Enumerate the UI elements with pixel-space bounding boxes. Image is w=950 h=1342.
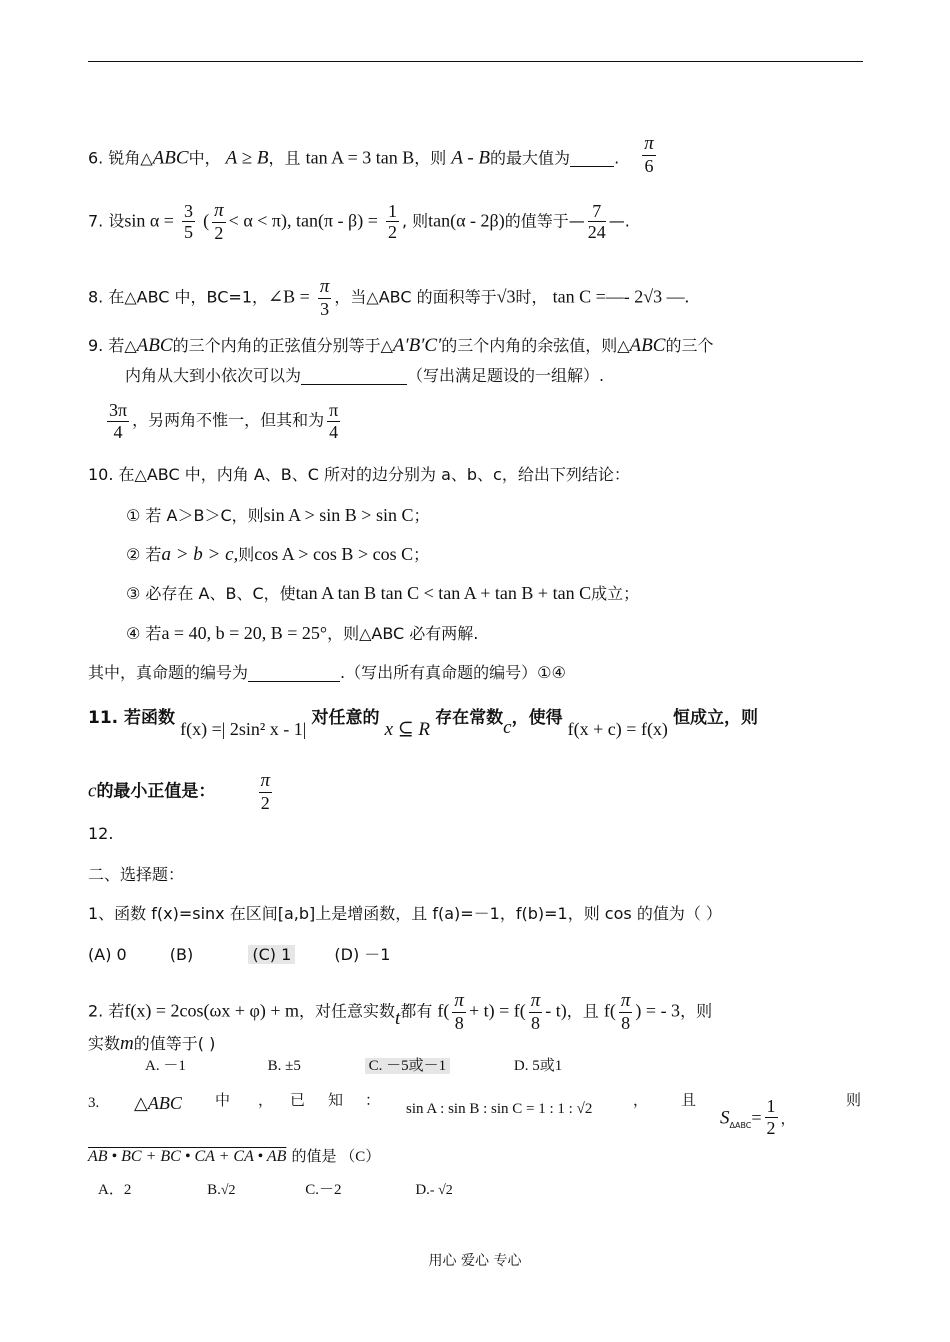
q9-text: 的三个 bbox=[665, 336, 714, 355]
c2-f-num: π bbox=[454, 990, 464, 1011]
q6-text: 的最大值为 bbox=[490, 148, 571, 168]
c3-opt-label: D. bbox=[415, 1182, 430, 1198]
c3-text: ， bbox=[780, 1111, 796, 1128]
q9-abc-prime: A′B′C′ bbox=[392, 335, 442, 356]
c3-opt-value: √2 bbox=[220, 1183, 236, 1198]
q7-answer bbox=[588, 201, 606, 243]
q11-text: 的最小正值是： bbox=[96, 781, 216, 802]
q6-text: ，则 bbox=[414, 148, 447, 168]
choice-1-stem: 1、函数 f(x)=sinx 在区间[a,b]上是增函数，且 f(a)=－1，f(b)=1，则 cos 的值为（ ） bbox=[88, 904, 722, 923]
c3-text: 的值是 （C） bbox=[291, 1149, 381, 1165]
q8-tanc: tan C = bbox=[552, 286, 606, 307]
q8-f-den: 3 bbox=[320, 298, 330, 319]
q9-abc: ABC bbox=[136, 335, 173, 356]
question-11 bbox=[88, 708, 759, 740]
c2-math: f( bbox=[437, 1000, 450, 1021]
c3-text: 已 bbox=[290, 1093, 306, 1109]
c3-number: 3. bbox=[88, 1095, 100, 1111]
q7-sin: sin α = bbox=[124, 210, 174, 231]
q11-text: ，使得 bbox=[511, 708, 563, 728]
q11-text: 存在常数 bbox=[435, 708, 504, 728]
choice-3-options bbox=[98, 1183, 453, 1198]
q10-tail bbox=[88, 665, 566, 682]
q8-sqrt3: √3 bbox=[496, 286, 516, 307]
c3-vector-expression: AB • BC + BC • CA + CA • AB bbox=[88, 1148, 287, 1165]
q7-text: , 则 bbox=[401, 211, 429, 231]
q10-text: 则 bbox=[238, 545, 255, 564]
c3-triangle: △ABC bbox=[134, 1093, 182, 1113]
q10-text: 其中，真命题的编号为 bbox=[88, 663, 249, 682]
q7-fraction-2 bbox=[212, 200, 226, 244]
c3-text: 且 bbox=[681, 1093, 697, 1109]
q9-blank bbox=[301, 368, 407, 385]
q8-prefix: 8. 在△ABC 中，BC=1， bbox=[88, 287, 269, 307]
q9-ans-num: 3π bbox=[109, 400, 128, 420]
q11-constant: c bbox=[503, 717, 512, 738]
question-9-line-1 bbox=[88, 336, 713, 355]
q11-ans-num: π bbox=[260, 770, 271, 791]
choice-2-option-d: D. 5或1 bbox=[513, 1058, 563, 1074]
c2-f-den: 8 bbox=[454, 1012, 464, 1033]
question-9-line-2 bbox=[125, 368, 604, 385]
q9-answer-fraction bbox=[107, 400, 129, 442]
c2-math: f( bbox=[603, 1000, 616, 1021]
c3-f-den: 2 bbox=[766, 1117, 776, 1138]
q9-ans2-num: π bbox=[329, 400, 339, 420]
q7-f1-num: 3 bbox=[184, 200, 194, 221]
c3-area-sub: ΔABC bbox=[729, 1120, 752, 1130]
q7-answer-den: 24 bbox=[587, 222, 606, 243]
question-6 bbox=[88, 133, 659, 181]
q8-text: ，当△ABC 的面积等于 bbox=[334, 287, 497, 307]
choice-3-line-2 bbox=[88, 1148, 380, 1165]
q10-text: ④ 若 bbox=[126, 624, 162, 643]
q9-answer-text: ，另两角不惟一，但其和为 bbox=[132, 410, 325, 430]
c2-math: ) = - 3 bbox=[635, 1000, 681, 1021]
q6-condition-2: tan A = 3 tan B bbox=[305, 147, 415, 168]
q10-text: ； bbox=[413, 545, 430, 564]
q6-triangle: ABC bbox=[152, 147, 189, 169]
c2-text: ，则 bbox=[680, 1001, 713, 1021]
q6-end: . bbox=[614, 148, 620, 168]
q9-ans2-den: 4 bbox=[329, 421, 339, 442]
q6-answer-num: π bbox=[644, 133, 654, 154]
q11-text: 11. 若函数 bbox=[88, 708, 176, 728]
c3-fraction bbox=[765, 1096, 778, 1138]
c2-fraction-1 bbox=[452, 990, 466, 1034]
q7-answer-num: 7 bbox=[588, 201, 606, 223]
q11-domain: x ⊆ R bbox=[384, 719, 431, 740]
c3-text: 则 bbox=[846, 1093, 862, 1109]
c2-text: 的值等于( ) bbox=[133, 1034, 216, 1053]
c3-eq: = bbox=[751, 1107, 762, 1128]
c3-f-num: 1 bbox=[766, 1096, 776, 1116]
choice-2-option-c: C. －5或－1 bbox=[365, 1058, 451, 1074]
page-footer: 用心 爱心 专心 bbox=[428, 1253, 522, 1269]
q6-expression: A - B bbox=[451, 147, 491, 169]
q7-range: < α < π), tan(π - β) = bbox=[228, 210, 378, 231]
c2-f-num: π bbox=[530, 990, 541, 1011]
q6-blank bbox=[570, 150, 614, 167]
q9-text: 9. 若△ bbox=[88, 336, 137, 355]
q7-f2-den: 2 bbox=[214, 222, 224, 243]
c3-ratio: sin A : sin B : sin C = 1 : 1 : √2 bbox=[406, 1101, 593, 1117]
q10-statement-3 bbox=[126, 584, 639, 602]
choice-2-options bbox=[145, 1059, 562, 1074]
q11-function: f(x) =| 2sin² x - 1| bbox=[180, 719, 307, 739]
q10-text: 成立； bbox=[591, 584, 640, 603]
q10-statement-4 bbox=[126, 624, 478, 642]
q10-math: a > b > c, bbox=[161, 544, 239, 565]
c3-text: ， bbox=[633, 1093, 649, 1109]
q11-text: 对任意的 bbox=[311, 708, 380, 728]
c3-text: 知 bbox=[328, 1093, 344, 1109]
c2-f-num: π bbox=[620, 990, 631, 1011]
question-9-answer bbox=[104, 400, 343, 442]
q6-text: 中， bbox=[188, 148, 221, 168]
q7-f3-num: 1 bbox=[387, 200, 397, 221]
c2-f-den: 8 bbox=[531, 1012, 541, 1033]
q7-fraction-1 bbox=[182, 201, 195, 243]
q10-text: ； bbox=[413, 506, 430, 525]
q9-answer-fraction-2 bbox=[327, 400, 340, 442]
q7-answer-sign: — bbox=[568, 211, 585, 231]
q6-condition-1: A ≥ B bbox=[225, 147, 269, 169]
choice-2-option-b: B. ±5 bbox=[267, 1058, 301, 1074]
q11-equation: f(x + c) = f(x) bbox=[567, 719, 668, 739]
q10-text: ③ 必存在 A、B、C，使 bbox=[126, 584, 296, 603]
question-8 bbox=[88, 276, 689, 320]
choice-1-option-d: (D) －1 bbox=[334, 945, 391, 964]
q10-math: sin A > sin B > sin C bbox=[263, 505, 414, 525]
c3-text: 中 bbox=[215, 1093, 231, 1109]
header-rule bbox=[88, 61, 863, 62]
choice-2-line-1 bbox=[88, 990, 712, 1034]
q8-f-num: π bbox=[319, 276, 330, 297]
c3-area-s: S bbox=[720, 1107, 730, 1129]
q6-text: ，且 bbox=[268, 148, 301, 168]
q11-text: 恒成立，则 bbox=[673, 708, 759, 728]
question-11-line-2 bbox=[88, 770, 275, 814]
choice-1-options bbox=[88, 947, 390, 963]
q7-fraction-3 bbox=[386, 201, 399, 243]
q9-text: （写出满足题设的一组解）. bbox=[407, 366, 605, 385]
c2-text: 2. 若 bbox=[88, 1001, 125, 1021]
q8-text: 时， bbox=[515, 287, 548, 307]
q6-answer bbox=[642, 133, 656, 177]
c2-f-den: 8 bbox=[621, 1012, 631, 1033]
c2-math: + t) = f( bbox=[468, 1000, 526, 1021]
q9-ans-den: 4 bbox=[113, 421, 123, 442]
q8-fraction bbox=[318, 276, 332, 320]
q6-answer-den: 6 bbox=[644, 155, 654, 176]
q8-angle: ∠B = bbox=[268, 286, 310, 307]
q7-paren: ( bbox=[203, 210, 210, 231]
q7-prefix: 7. 设 bbox=[88, 211, 125, 231]
choice-1-option-c: (C) 1 bbox=[248, 945, 295, 964]
choice-3-option-b bbox=[207, 1182, 235, 1198]
c3-text: ， bbox=[258, 1093, 274, 1109]
q10-text: ① 若 A＞B＞C，则 bbox=[126, 506, 264, 525]
c3-opt-value: - √2 bbox=[429, 1183, 453, 1198]
q11-answer bbox=[259, 770, 273, 814]
q10-math: tan A tan B tan C < tan A + tan B + tan C bbox=[295, 583, 592, 603]
c3-text: ： bbox=[365, 1093, 381, 1109]
q7-expression: tan(α - 2β) bbox=[428, 210, 505, 231]
q10-math: cos A > cos B > cos C bbox=[254, 544, 414, 564]
c2-text: 都有 bbox=[400, 1001, 433, 1021]
question-12: 12. bbox=[88, 824, 114, 843]
q7-f3-den: 2 bbox=[387, 222, 397, 243]
q10-text: ，则△ABC 必有两解. bbox=[327, 624, 479, 643]
choice-3-option-a: A．2 bbox=[98, 1182, 132, 1198]
q10-blank bbox=[248, 665, 340, 682]
q11-constant: c bbox=[88, 780, 97, 802]
c2-text: 实数 bbox=[88, 1034, 121, 1053]
choice-2-option-a: A. －1 bbox=[145, 1058, 186, 1074]
q10-statement-1 bbox=[126, 506, 430, 524]
q10-text: ② 若 bbox=[126, 545, 162, 564]
q11-ans-den: 2 bbox=[260, 792, 270, 813]
q9-abc: ABC bbox=[629, 335, 666, 356]
c2-fraction-2 bbox=[529, 990, 543, 1034]
q9-text: 的三个内角的正弦值分别等于△ bbox=[172, 336, 393, 355]
c2-math: - t) bbox=[545, 1000, 567, 1021]
section-heading: 二、选择题： bbox=[88, 865, 185, 884]
choice-3-option-c: C.－2 bbox=[305, 1182, 342, 1198]
q9-text: 内角从大到小依次可以为 bbox=[125, 366, 302, 385]
c2-fraction-3 bbox=[619, 990, 633, 1034]
q10-math: a = 40, b = 20, B = 25° bbox=[161, 623, 328, 643]
q8-answer: —- 2√3 —. bbox=[605, 286, 690, 307]
question-7 bbox=[88, 200, 630, 244]
choice-3-option-d bbox=[415, 1182, 452, 1198]
q10-text: .（写出所有真命题的编号）①④ bbox=[340, 663, 566, 682]
q6-prefix: 6. 锐角△ bbox=[88, 148, 153, 168]
c2-variable: t bbox=[395, 1008, 401, 1030]
q10-statement-2 bbox=[126, 545, 429, 564]
c2-variable: m bbox=[120, 1033, 134, 1054]
choice-1-option-a: (A) 0 bbox=[88, 945, 127, 964]
c3-area bbox=[720, 1098, 796, 1140]
choice-2-line-2 bbox=[88, 1034, 215, 1053]
c2-text: ，且 bbox=[566, 1001, 599, 1021]
choice-1-option-b: (B) bbox=[169, 945, 194, 964]
q7-text: 的值等于 bbox=[504, 211, 569, 231]
c2-text: ，对任意实数 bbox=[299, 1001, 396, 1021]
c2-function: f(x) = 2cos(ωx + φ) + m bbox=[124, 1000, 300, 1021]
question-10-stem: 10. 在△ABC 中，内角 A、B、C 所对的边分别为 a、b、c，给出下列结论： bbox=[88, 465, 630, 484]
q9-text: 的三个内角的余弦值，则△ bbox=[441, 336, 630, 355]
q7-f1-den: 5 bbox=[184, 222, 194, 243]
q7-end: —. bbox=[608, 211, 630, 231]
c3-opt-label: B. bbox=[207, 1182, 221, 1198]
q7-f2-num: π bbox=[214, 200, 224, 221]
